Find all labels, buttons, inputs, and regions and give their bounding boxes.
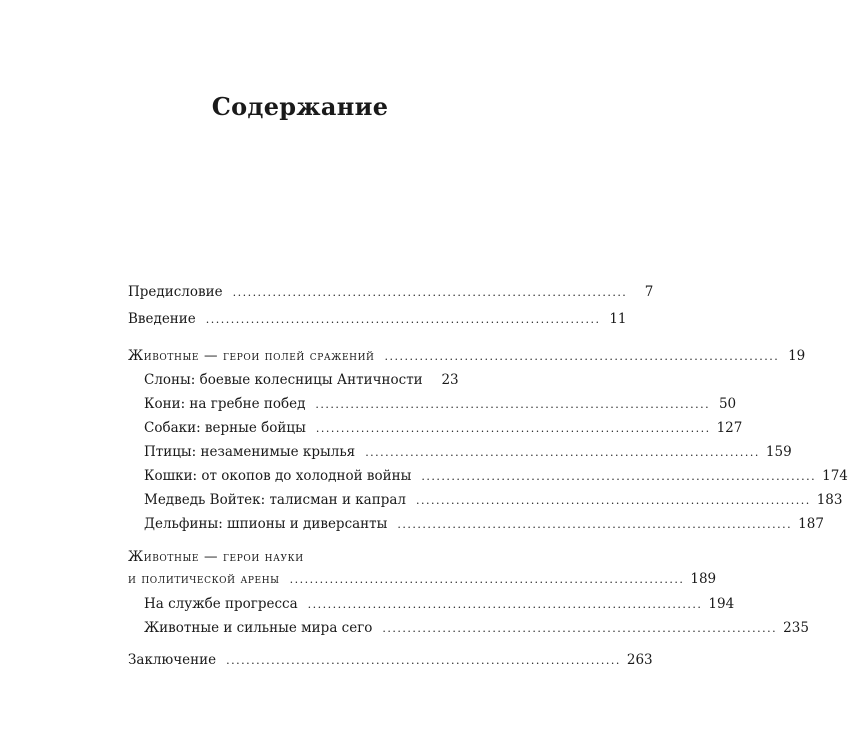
toc-entry-label: Предисловие [128, 284, 223, 300]
toc-entry-page: 183 [816, 492, 843, 508]
dot-leader: ............................................................................... [289, 573, 685, 586]
toc-entry-label-line1: Животные — герои науки [128, 549, 304, 565]
toc-entry-label: Слоны: боевые колесницы Античности [144, 372, 423, 388]
dot-leader: ............................................................................... [315, 398, 711, 411]
toc-entry-label: Введение [128, 311, 196, 327]
dot-leader: ............................................................................... [382, 622, 778, 635]
toc-entry-page: 235 [783, 620, 809, 636]
toc-subentry [128, 616, 809, 640]
toc-entry-page: 189 [690, 571, 717, 587]
toc-subentry [128, 416, 743, 440]
toc-entry-label: Медведь Войтек: талисман и капрал [144, 492, 406, 508]
dot-leader: ............................................................................... [397, 518, 793, 531]
dot-leader: ............................................................................... [415, 494, 811, 507]
toc-entry-page: 187 [798, 516, 824, 532]
dot-leader: ............................................................................... [365, 446, 760, 459]
toc-subentry [128, 512, 824, 536]
toc-entry-page: 159 [765, 444, 792, 460]
toc-part-1 [128, 344, 806, 368]
toc-entry-page: 174 [822, 468, 848, 484]
dot-leader: ............................................................................... [307, 598, 703, 611]
toc-subentry [128, 368, 459, 392]
toc-part-2 [128, 545, 717, 589]
toc-subentry [128, 440, 792, 464]
toc-subentry [128, 488, 843, 512]
dot-leader: ............................................................................... [205, 313, 601, 326]
toc-entry-intro [128, 307, 627, 331]
toc-entry-page: 19 [788, 348, 806, 364]
toc-entry-page: 23 [441, 372, 459, 388]
toc-entry-page: 194 [708, 596, 735, 612]
toc-entry-label-line2: и политической арены [128, 571, 280, 587]
toc-entry-label: Птицы: незаменимые крылья [144, 444, 356, 460]
toc-entry-page: 50 [718, 396, 737, 412]
dot-leader: ............................................................................... [226, 654, 621, 667]
toc-entry-label: На службе прогресса [144, 596, 298, 612]
toc-entry-label: Кошки: от окопов до холодной войны [144, 468, 412, 484]
toc-entry-label: Заключение [128, 652, 217, 668]
toc-subentry [128, 392, 737, 416]
toc-subentry [128, 464, 848, 488]
toc-entry-page: 11 [609, 311, 627, 327]
toc-entry-preface [128, 280, 654, 304]
toc-entry-label: Собаки: верные бойцы [144, 420, 306, 436]
toc-entry-conclusion [128, 648, 653, 672]
toc-entry-page: 263 [626, 652, 653, 668]
toc-subentry [128, 592, 735, 616]
toc-entry-label: Кони: на гребне побед [144, 396, 306, 412]
page-title: Содержание [211, 92, 389, 121]
toc-entry-label: Дельфины: шпионы и диверсанты [144, 516, 388, 532]
toc-entry-label: Животные — герои полей сражений [128, 348, 375, 364]
dot-leader: ............................................................................... [315, 422, 711, 435]
dot-leader: ............................................................................... [384, 350, 780, 363]
toc-entry-page: 7 [644, 284, 654, 300]
dot-leader: ............................................................................... [421, 470, 817, 483]
toc-entry-page: 127 [716, 420, 743, 436]
dot-leader: ............................................................................... [232, 286, 628, 299]
toc-entry-label: Животные и сильные мира сего [144, 620, 373, 636]
